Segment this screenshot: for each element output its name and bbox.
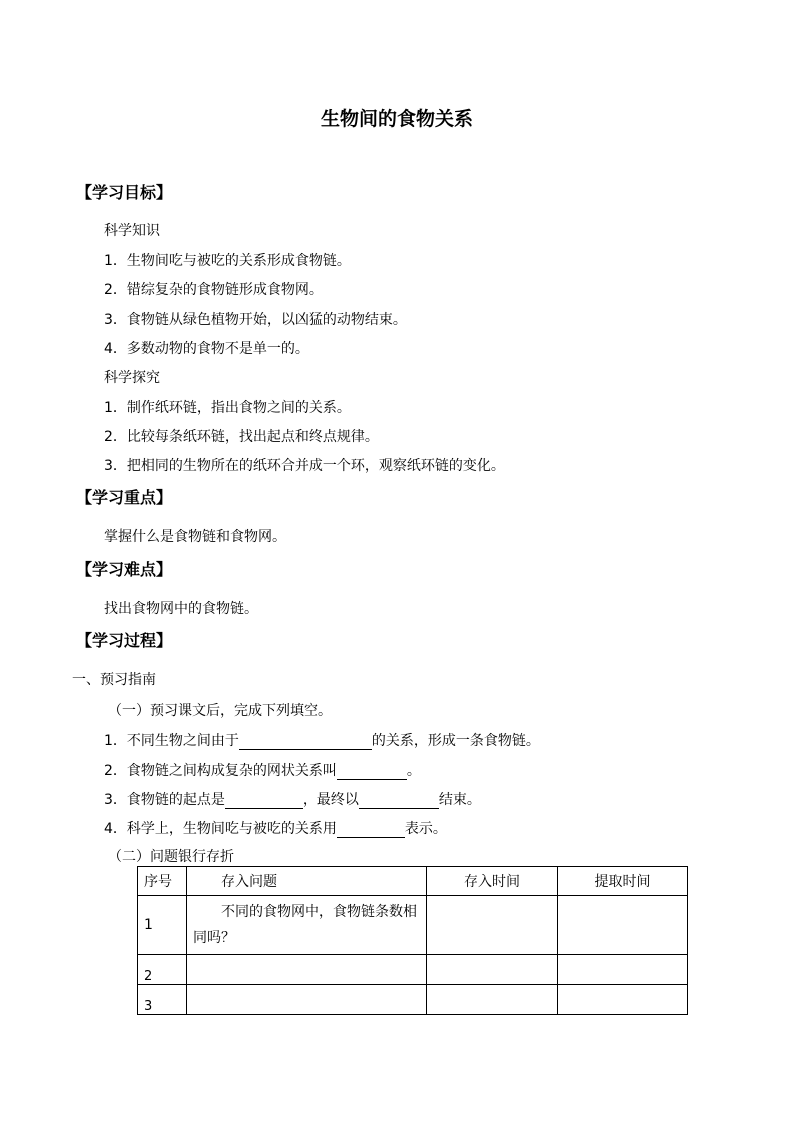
answer-blank[interactable] xyxy=(337,822,405,838)
header-cell-deposit-time: 存入时间 xyxy=(427,867,558,896)
fill-question-1 xyxy=(104,730,540,750)
inquiry-item: 3．把相同的生物所在的纸环合并成一个环，观察纸环链的变化。 xyxy=(104,458,505,474)
deposit-time-cell[interactable] xyxy=(427,955,558,985)
table-row xyxy=(138,896,688,955)
fill-text: ，最终以 xyxy=(302,792,359,808)
fill-question-2 xyxy=(104,760,421,780)
answer-blank[interactable] xyxy=(239,734,372,750)
row-number: 3 xyxy=(138,985,187,1015)
fill-text: 3．食物链的起点是 xyxy=(104,792,225,808)
subsection-fill-blanks: （一）预习课文后，完成下列填空。 xyxy=(108,703,332,719)
fill-text: 1．不同生物之间由于 xyxy=(104,733,239,749)
inquiry-item: 1．制作纸环链，指出食物之间的关系。 xyxy=(104,400,351,416)
inquiry-label: 科学探究 xyxy=(104,370,160,386)
fill-text: 。 xyxy=(406,763,421,779)
answer-blank[interactable] xyxy=(337,764,407,780)
header-cell-withdraw-time: 提取时间 xyxy=(558,867,688,896)
table-row xyxy=(138,955,688,985)
difficulty-heading: 【学习难点】 xyxy=(76,560,173,579)
objectives-heading: 【学习目标】 xyxy=(76,183,173,202)
fill-text: 4．科学上，生物间吃与被吃的关系用 xyxy=(104,821,337,837)
deposit-time-cell[interactable] xyxy=(427,985,558,1015)
knowledge-item: 3．食物链从绿色植物开始，以凶猛的动物结束。 xyxy=(104,312,407,328)
fill-question-4 xyxy=(104,818,447,838)
header-cell-question: 存入问题 xyxy=(187,867,427,896)
table-header-row xyxy=(138,867,688,896)
difficulty-text: 找出食物网中的食物链。 xyxy=(104,601,258,617)
page-title: 生物间的食物关系 xyxy=(320,108,473,130)
withdraw-time-cell[interactable] xyxy=(558,955,688,985)
header-cell-number: 序号 xyxy=(138,867,187,896)
question-cell[interactable] xyxy=(187,985,427,1015)
question-cell: 不同的食物网中，食物链条数相同吗？ xyxy=(187,896,427,955)
key-point-text: 掌握什么是食物链和食物网。 xyxy=(104,529,286,545)
knowledge-item: 2．错综复杂的食物链形成食物网。 xyxy=(104,282,323,298)
fill-question-3 xyxy=(104,789,481,809)
key-point-heading: 【学习重点】 xyxy=(76,488,173,507)
inquiry-item: 2．比较每条纸环链，找出起点和终点规律。 xyxy=(104,429,379,445)
row-number: 1 xyxy=(138,896,187,955)
answer-blank[interactable] xyxy=(359,793,439,809)
row-number: 2 xyxy=(138,955,187,985)
process-heading: 【学习过程】 xyxy=(76,631,173,650)
question-bank-table xyxy=(137,866,688,1015)
withdraw-time-cell[interactable] xyxy=(558,896,688,955)
deposit-time-cell[interactable] xyxy=(427,896,558,955)
fill-text: 的关系，形成一条食物链。 xyxy=(371,733,540,749)
section-preview-guide: 一、预习指南 xyxy=(72,672,156,688)
fill-text: 表示。 xyxy=(404,821,447,837)
knowledge-label: 科学知识 xyxy=(104,223,160,239)
answer-blank[interactable] xyxy=(225,793,303,809)
question-cell[interactable] xyxy=(187,955,427,985)
table-row xyxy=(138,985,688,1015)
fill-text: 2．食物链之间构成复杂的网状关系叫 xyxy=(104,763,337,779)
withdraw-time-cell[interactable] xyxy=(558,985,688,1015)
fill-text: 结束。 xyxy=(438,792,481,808)
knowledge-item: 1．生物间吃与被吃的关系形成食物链。 xyxy=(104,253,351,269)
knowledge-item: 4．多数动物的食物不是单一的。 xyxy=(104,341,309,357)
subsection-question-bank: （二）问题银行存折 xyxy=(108,849,234,865)
